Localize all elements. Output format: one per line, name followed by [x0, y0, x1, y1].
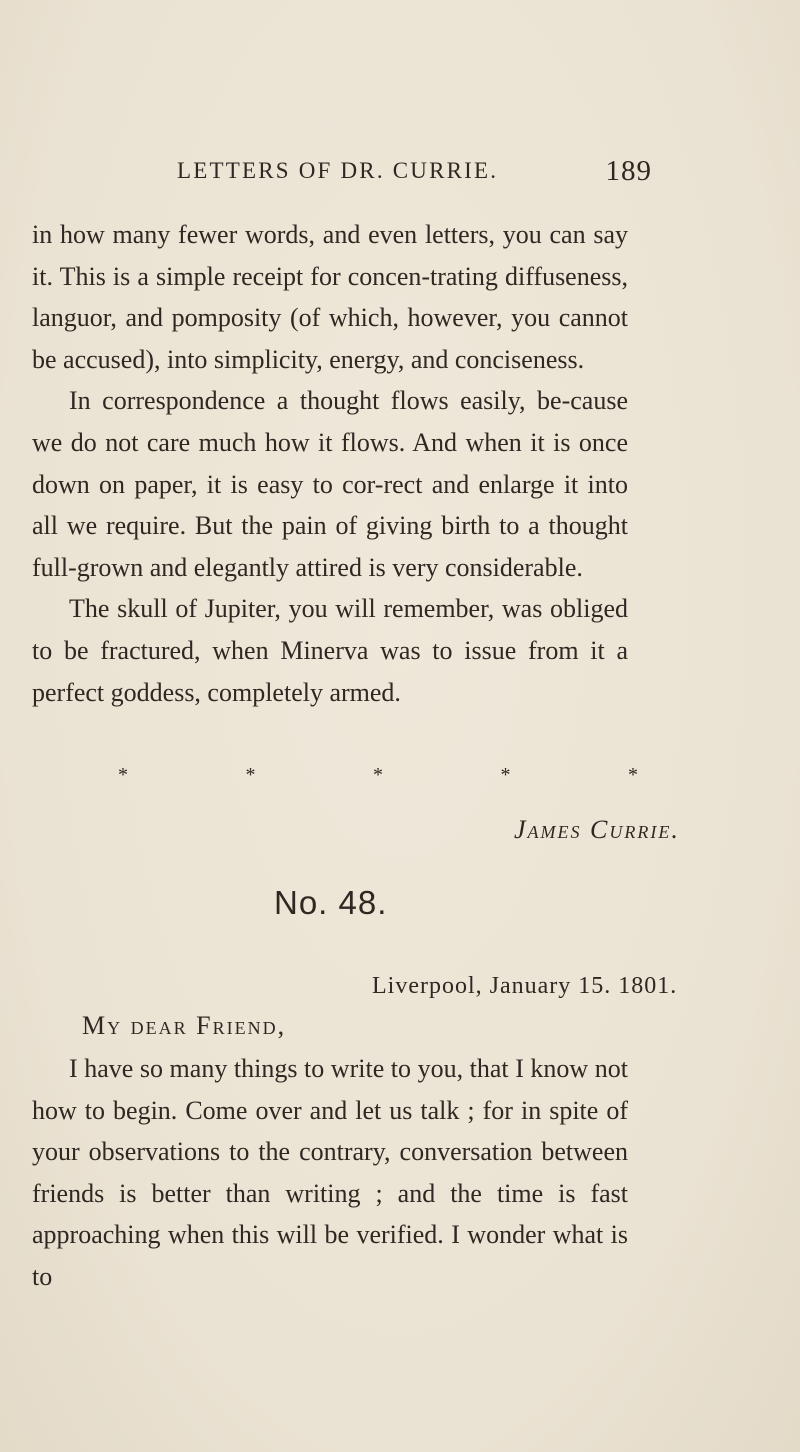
paragraph-1: in how many fewer words, and even letters, you can say it. This is a simple receipt for concen-trating diffuseness, languor, and pomposity (of which, however, you cannot be accused), into simplicity, energy, and conciseness. — [32, 220, 628, 374]
running-title: LETTERS OF DR. CURRIE. — [177, 158, 499, 183]
paragraph-2: In correspondence a thought flows easily, be-cause we do not care much how it flows. And when it is once down on paper, it is easy to cor-rect and enlarge it into all we require. But the pain of giving birth to a thought full-grown and elegantly attired is very considerable. — [32, 386, 628, 582]
letter-number: No. 48. — [274, 884, 388, 921]
paragraph-3: The skull of Jupiter, you will remember, was obliged to be fractured, when Minerva was to issue from it a perfect goddess, completely armed. — [32, 594, 628, 707]
letter-body — [32, 1048, 628, 1298]
section-break-asterisks — [118, 764, 638, 787]
asterisk: * — [245, 764, 256, 786]
asterisk: * — [118, 764, 128, 786]
asterisk: * — [628, 764, 638, 786]
asterisk: * — [373, 764, 383, 786]
letter-paragraph: I have so many things to write to you, that I know not how to begin. Come over and let us talk ; for in spite of your observations to the contrary, conversation between friends is better than writing ; and the time is fast approaching when this will be verified. I wonder what is to — [32, 1054, 628, 1291]
page-number: 189 — [605, 155, 652, 187]
letter-continuation — [32, 214, 628, 713]
running-head — [177, 155, 652, 198]
dateline: Liverpool, January 15. 1801. — [372, 973, 678, 999]
asterisk: * — [500, 764, 511, 786]
signature: James Currie. — [514, 815, 680, 844]
salutation: My dear Friend, — [82, 1011, 287, 1040]
